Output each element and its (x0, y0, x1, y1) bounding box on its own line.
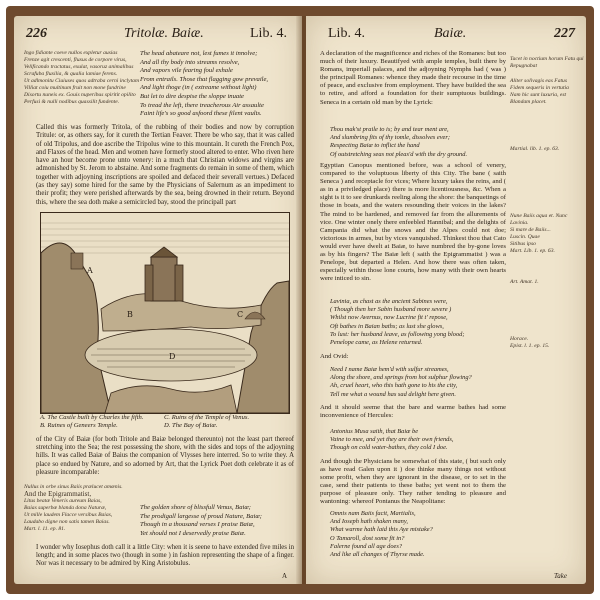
running-title: Tritolæ. Baiæ. (124, 26, 204, 41)
svg-text:C: C (237, 310, 244, 319)
body-paragraph-2: of the City of Baiæ (for both Tritole and Baiæ belonged thereunto) not the least part thereof stretching into the Sea; the rest possessing the shore, with the sides and tops of the adjoyning hills. It was called Baiæ of Baius the companion of Vlysses here interred. So to write they. A place so endued by Nature, and so adorned by Art, that the Lyrick Poet doth celebrate it as of pleasure incomparable: (36, 436, 294, 476)
verse-block-5: Omnis nam Baiis facit, Martialis, And Ioseph hath shaken many, What warme hath laid this Aye mistake? O Tamaroll, dost some fit in? Falerne found all age does? And like all changes of Thyrse made. (330, 510, 433, 559)
closing-paragraph: I wonder why Iosephus doth call it a little City: when it is seene to have extended five miles in length; and in some places two (though in some ) in fashion representing the shape of a finger. Nor was it necessary to be admired by King Aristobulus. (36, 544, 294, 568)
page-number: 226 (26, 26, 47, 41)
body-paragraph-4: And though the Physicians be somewhat of this state, ( but such only as have read Galen upon it ) doe thinke many things not without some profit, when they are ignorant in the disease, or to set in the case, send their patients to these baths; yet went not to them the purpose of pleasure only. They rather tending to pleasure and wantoning: whereof Pontanus the Neapolitane: (320, 458, 506, 506)
latin-epigram: Nullus in orbe sinus Baiis prælucet amœnis. And the Epigrammatist, Litus beatæ Veneris aureum Baias, Baias superbæ blanda dona Naturæ, Ut mille laudem Flacce versibus Baias, Laudabo digne non satis tamen Baias. Mart. l. 11. ep. 81. (24, 484, 123, 532)
caption-left: A. The Castle built by Charles the fifth. B. Ruines of Geneers Temple. (40, 414, 144, 429)
verse-block-3: Need I name Baiæ hem'd with sulfur streames, Along the shore, and springs from hot sulphur flowing? Ah, cruel heart, who this hath gone to his the city, Tell me what a wound has sad delight here given. (330, 366, 472, 398)
catchword: Take (554, 572, 567, 580)
svg-text:B: B (127, 310, 133, 319)
ovid-intro: And Ovid: (320, 353, 349, 360)
margin-latin-verse: Ingo fidiante coeve nullos expletur ausias Frenze agit crescenti, fluxus de corpore virus, Velificando tractatus, exulat, vasoruz animalibus Scrafuba fluxilia, & qualia lamiae ferens. Ut adlmonitu Ciuiuses quos adtraba cerni inclytam Villiat coiu multinum fruit non mone fundrine Disortu nuneis ex. Gouis nuperibus spiritit opilito Perfusi & nulli nodibus quassilit fundente. (24, 50, 139, 105)
page-number: 227 (554, 26, 575, 41)
right-page (306, 16, 586, 584)
body-paragraph-1: Called this was formerly Tritola, of the rubbing of their bodies and now by corruption Tritule: or, as others say, for it cureth the Tertian Feaver. There be who say, that it was called of old Tripolus, and doe ascribe the Tripolus wine to this mountain. It cureth the French Pox, and Flaxes of the head. Men and women have formerly stood altered to enter. Who riven here have an hour become prone unto venery: in a much that Christian widows and virgins are admonished by St. Jerom to abstaine. And some fragments do remain in some of them, which together with adjoyning inscriptions are spoiled and defaced their severall vertues.) Defaced (as they say) some hired for the same by the Physicians of Salernum as an impediment to their profit; they were perished afterwards by the sea, being drowned in their return. Beyond this, where the sea doth make a semicircled bay, stood the principall part (36, 124, 294, 206)
caption-right: C. Ruins of the Temple of Venus. D. The Bay of Baiæ. (164, 414, 250, 429)
body-paragraph-1: A declaration of the magnificence and riches of the Romanes: but too much of their luxury. Beautifyed with ample temples, built there by Romans, imperiall palaces, and the adjoyning Nymphs had ( was ) the principall Romanes: whence they made their recourse in the time of peace, and exclusive from employment. They have builded the sea to retire, and afford a foundation for their sumptuous buildings. Seneca in a certain old man by the Lyrick: (320, 50, 506, 106)
signature-mark: A (282, 572, 288, 580)
svg-text:A: A (87, 266, 93, 275)
verse-block-4: Antonius Musa saith, that Baiæ be Vaine to mee, and yet they are their own friends, Though on cold water-bathes, they cold I doe. (330, 428, 454, 452)
left-page (14, 16, 302, 584)
svg-text:D: D (169, 352, 176, 361)
open-book (6, 6, 594, 594)
running-title: Baiæ. (434, 26, 467, 41)
engraving-bay-of-baiae (40, 212, 290, 414)
book-reference: Lib. 4. (250, 26, 287, 41)
verse-block-2: Lavinia, as chast as the ancient Sabines were, ( Though then her Sabin husband more severe ) Whilst now Avernus, now Lucrine fit t' repose, Oft bathes in Baian baths; as lust she glows, To lust: her husband leave, as following yong blood; Penelope came, as Helene returned. (330, 298, 465, 347)
body-paragraph-2: Egyptian Canopus mentioned before, was a school of venery, compared to the voluptuous liberty of this City. The bane ( saith Seneca ) and receptacle for vices; Where luxury takes the reins, and ( as in a priviledged place) there is more licentiousness, &c. When a sight is it to see drunkards reeling along the shore: the banquetings of those in boats, and the waters resounding their voices in the lakes? The mind to be hardened, and removed far from the allurements of vice. One winter onely there enfeebled Hannibal; and the delights of Campania did what the snows and the Alpes could not doe; victorious in armes, but by vices vanquished. Thinkest thou that Cato would ever have dwelt at Baiæ, to have numbred the by-gone loves as by his fingers? The Baiæ left ( saith the Epigrammatist ) was a Penelope, but departed a Helen. And how there was often taken, especially within those lone courts, how many with their own hearts were inticed to sin. (320, 162, 506, 283)
body-paragraph-3: And it should seeme that the bare and warme bathes had some inconvenience of Hercules: (320, 404, 506, 420)
engraving-illustration (41, 213, 289, 413)
verse-translation-top: The head abateare not, lest fumes it innolve; And all thy body into streams resolve, And vapors vile fearing foul exhale From entrails. Those that flagging gow prevaile, And light thoge (in ( extreame without light) But let to dire despise the sloppe inuate To tread the left, there treacherous Air assaulte Faint life's so good asfoord these filent vaults. (140, 50, 269, 118)
margin-notes: Tacet in noctium horum Fatu qui Repugnabat Aliter solivagis eas Fatus Fidem sequeris in vertutia Nam hic sunt luxuria, est Blandam placet. Martial. lib. 1. ep. 63. Nune Baiis aqua et. Nunc Lavinia. Si mare de Baiis... Luscin. Quae Sitibus ipso Mart. Lib. 1. ep. 63. Art. Amat. 1. Horace. Epist. l. 1. ep. 15. (510, 56, 584, 349)
verse-block-1: Thou mak'st praile to is; by and tear ment are, And slumbring fits of thy tomle, dissolves ever; Respecting Baiæ to inflict the hand Of outstretching seas not pleas'd with the dry ground. (330, 126, 468, 158)
verse-translation-bottom: The golden shore of blissfull Venus, Baiæ; The prodigall largesse of proud Nature, Baiæ; Though in a thousand verses I praise Baiæ, Yet should not I deservedly praise Baiæ. (140, 504, 262, 537)
book-reference: Lib. 4. (328, 26, 365, 41)
